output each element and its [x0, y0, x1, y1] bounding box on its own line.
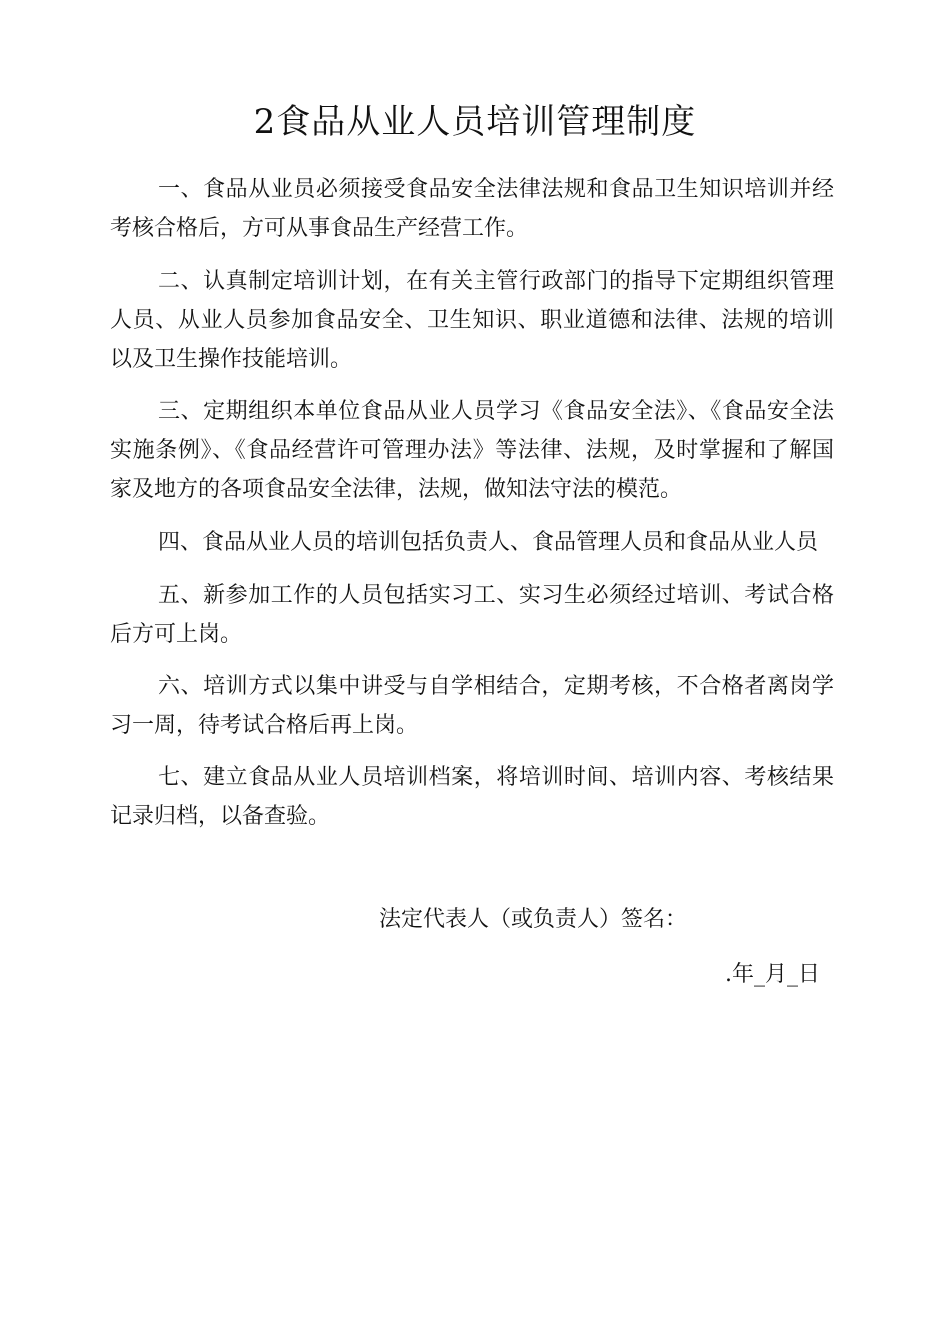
signature-label: 法定代表人（或负责人）签名： — [379, 907, 688, 932]
paragraph-4: 四、食品从业人员的培训包括负责人、食品管理人员和食品从业人员 — [158, 530, 819, 555]
paragraph-5: 五、新参加工作的人员包括实习工、实习生必须经过培训、考试合格后方可上岗。 — [110, 583, 834, 647]
paragraph-6: 六、培训方式以集中讲受与自学相结合，定期考核，不合格者离岗学习一周，待考试合格后再上岗。 — [110, 674, 834, 738]
paragraph-7: 七、建立食品从业人员培训档案，将培训时间、培训内容、考核结果记录归档，以备查验。 — [110, 765, 834, 829]
paragraph-1: 一、食品从业员必须接受食品安全法律法规和食品卫生知识培训并经考核合格后，方可从事食品生产经营工作。 — [110, 177, 834, 241]
paragraph-2: 二、认真制定培训计划，在有关主管行政部门的指导下定期组织管理人员、从业人员参加食品安全、卫生知识、职业道德和法律、法规的培训以及卫生操作技能培训。 — [110, 269, 834, 372]
paragraph-3: 三、定期组织本单位食品从业人员学习《食品安全法》、《食品安全法实施条例》、《食品经营许可管理办法》等法律、法规，及时掌握和了解国家及地方的各项食品安全法律，法规，做知法守法的模范。 — [110, 399, 834, 502]
date-line: .年_月_日 — [725, 962, 820, 987]
document-title: 2食品从业人员培训管理制度 — [253, 102, 697, 142]
